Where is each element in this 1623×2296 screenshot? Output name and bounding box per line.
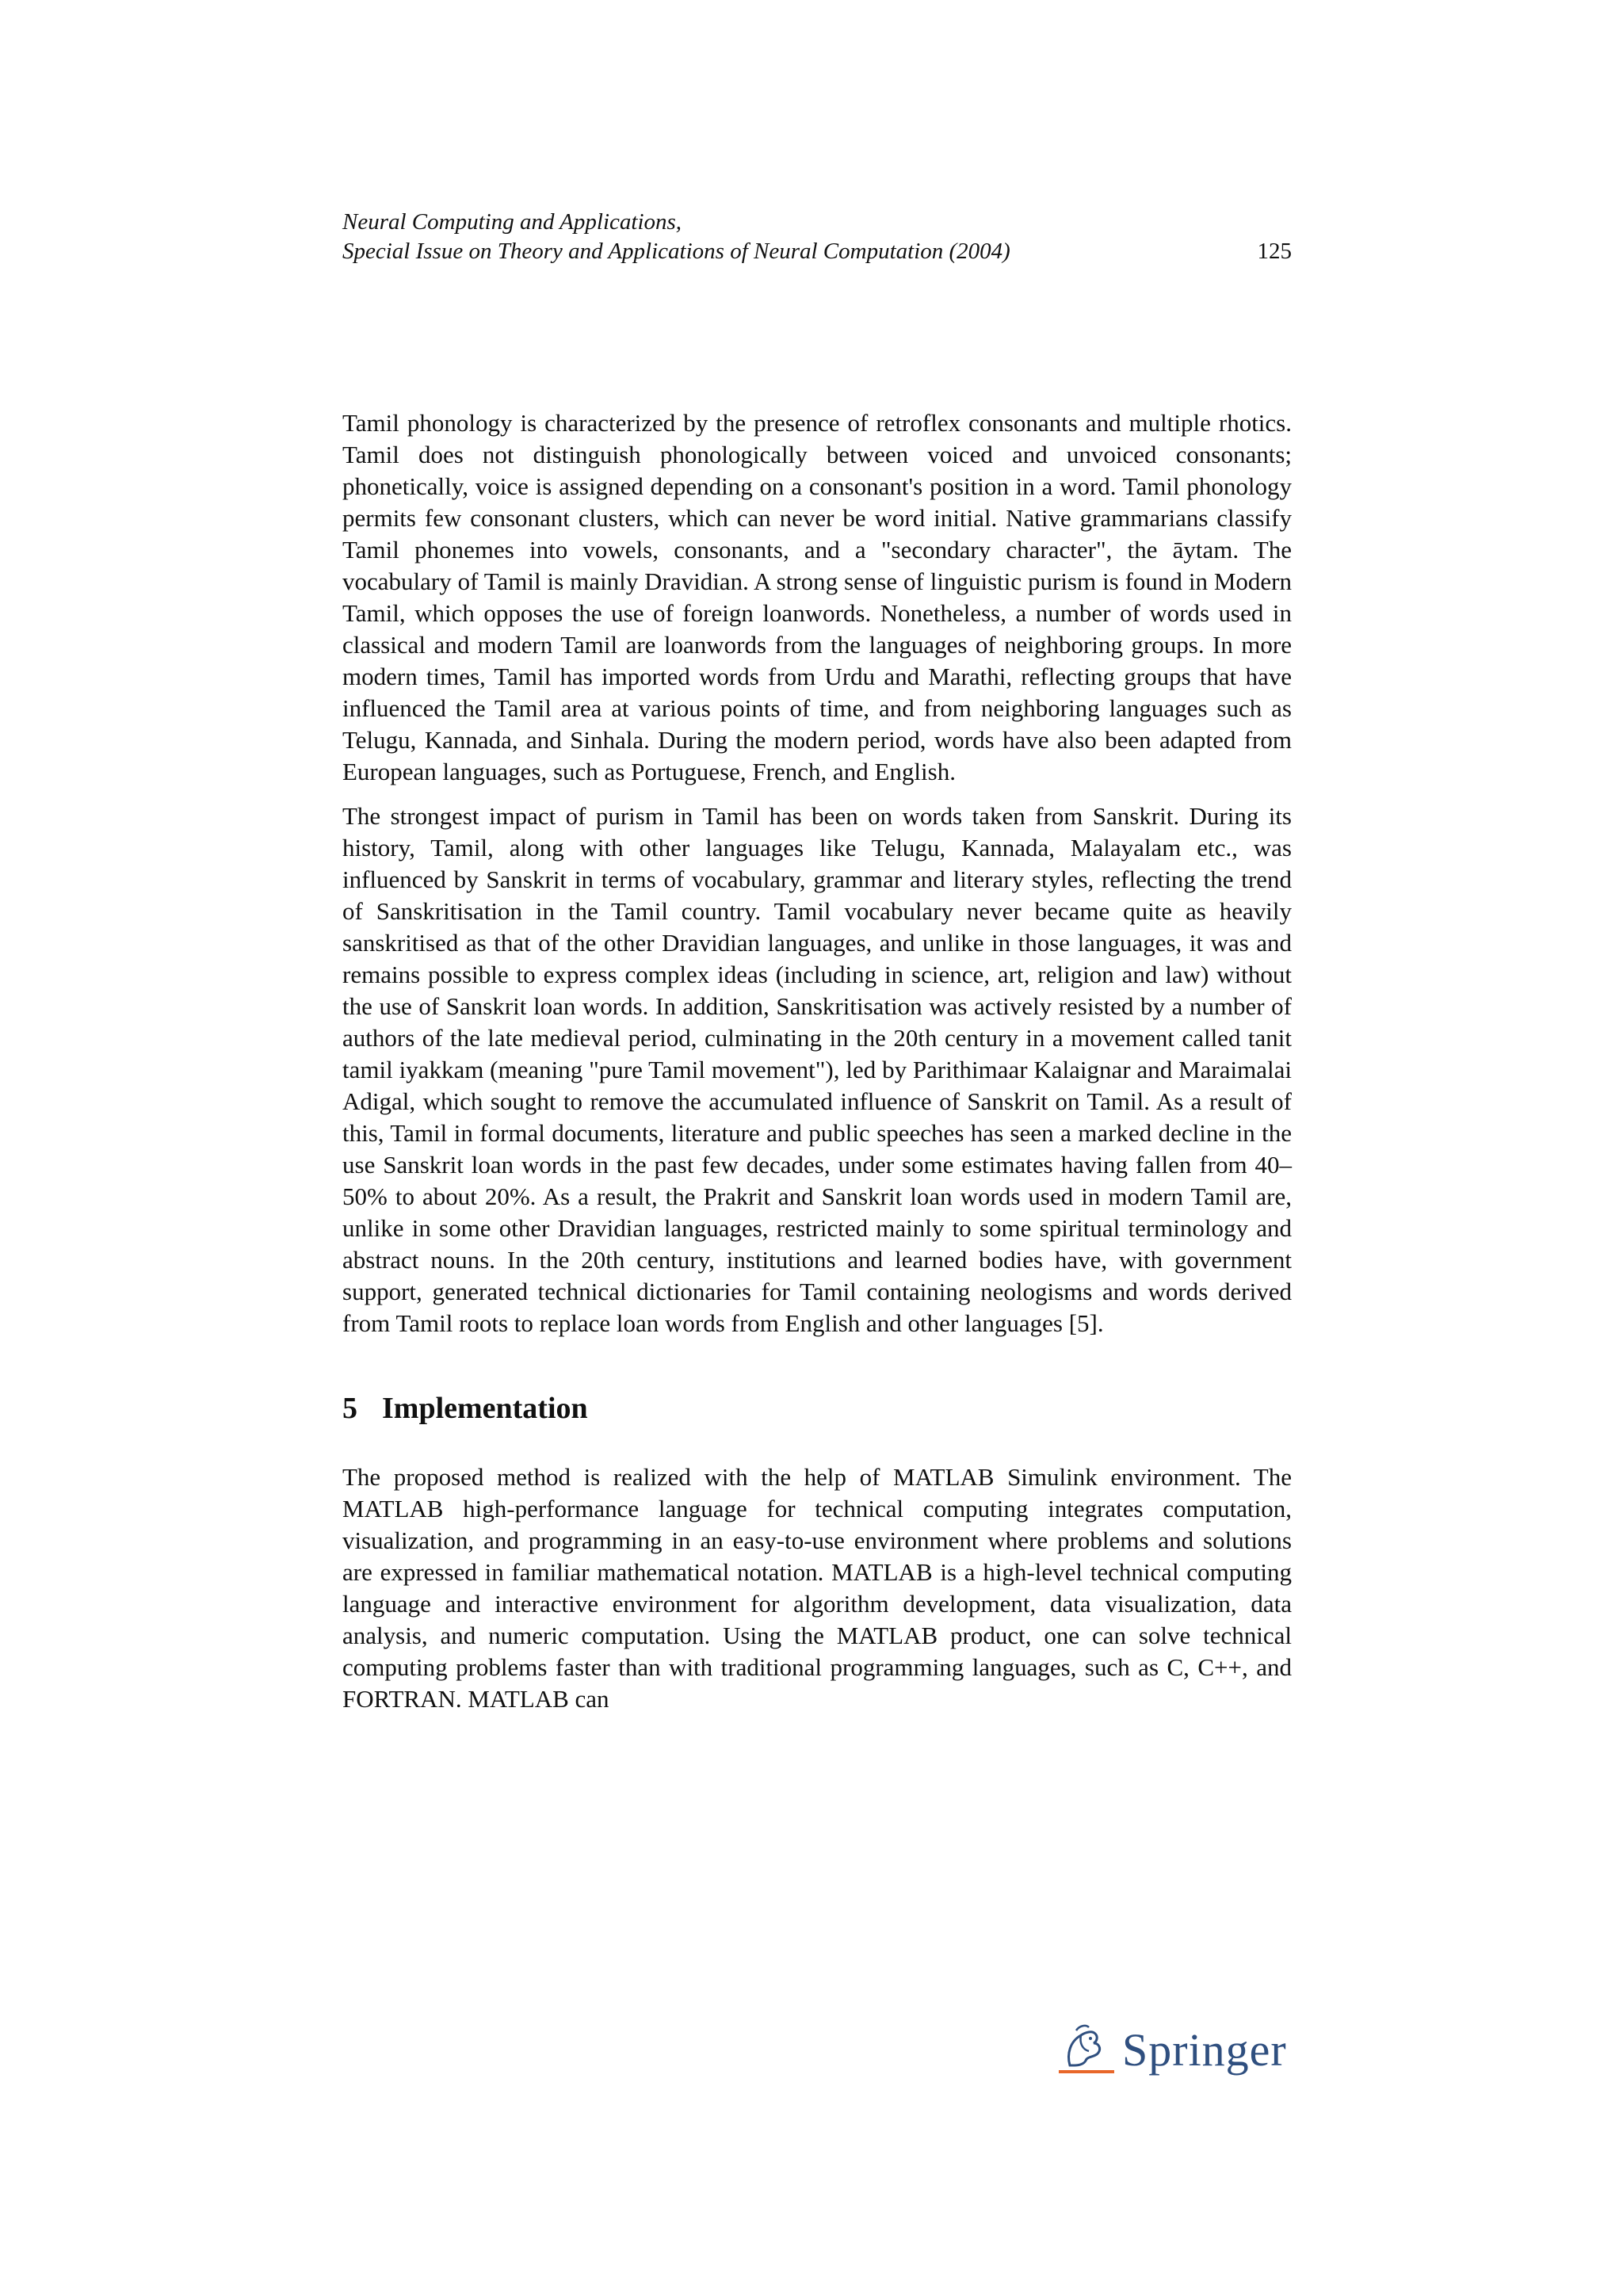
page-number: 125 bbox=[1257, 239, 1292, 264]
paragraph-sanskrit: The strongest impact of purism in Tamil has been on words taken from Sanskrit. During its history, Tamil, along with other languages like Telugu, Kannada, Malayalam etc., was influenced by Sanskrit in terms of vocabulary, grammar and literary styles, reflecting the trend of Sanskritisation in the Tamil country. Tamil vocabulary never became quite as heavily sanskritised as that of the other Dravidian languages, and unlike in those languages, it was and remains possible to express complex ideas (including in science, art, religion and law) without the use of Sanskrit loan words. In addition, Sanskritisation was actively resisted by a number of authors of the late medieval period, culminating in the 20th century in a movement called tanit tamil iyakkam (meaning "pure Tamil movement"), led by Parithimaar Kalaignar and Maraimalai Adigal, which sought to remove the accumulated influence of Sanskrit on Tamil. As a result of this, Tamil in formal documents, literature and public speeches has seen a marked decline in the use Sanskrit loan words in the past few decades, under some estimates having fallen from 40–50% to about 20%. As a result, the Prakrit and Sanskrit loan words used in modern Tamil are, unlike in some other Dravidian languages, restricted mainly to some spiritual terminology and abstract nouns. In the 20th century, institutions and learned bodies have, with government support, generated technical dictionaries for Tamil containing neologisms and words derived from Tamil roots to replace loan words from English and other languages [5]. bbox=[342, 802, 1292, 1337]
body-text bbox=[342, 407, 1292, 1715]
section-heading bbox=[342, 1390, 1292, 1427]
journal-name: Neural Computing and Applications, bbox=[342, 209, 682, 235]
springer-wordmark: Springer bbox=[1122, 2024, 1287, 2076]
publisher-logo bbox=[1052, 2019, 1298, 2083]
section-title: Implementation bbox=[382, 1392, 588, 1425]
section-number: 5 bbox=[342, 1392, 357, 1425]
running-head bbox=[342, 208, 1293, 266]
springer-horse-icon bbox=[1052, 2019, 1116, 2083]
issue-name: Special Issue on Theory and Applications of Neural Computation (2004) bbox=[342, 239, 1010, 264]
paragraph-phonology: Tamil phonology is characterized by the presence of retroflex consonants and multiple rhotics. Tamil does not distinguish phonologically between voiced and unvoiced consonants; phonetically, voice is assigned depending on a consonant's position in a word. Tamil phonology permits few consonant clusters, which can never be word initial. Native grammarians classify Tamil phonemes into vowels, consonants, and a "secondary character", the āytam. The vocabulary of Tamil is mainly Dravidian. A strong sense of linguistic purism is found in Modern Tamil, which opposes the use of foreign loanwords. Nonetheless, a number of words used in classical and modern Tamil are loanwords from the languages of neighboring groups. In more modern times, Tamil has imported words from Urdu and Marathi, reflecting groups that have influenced the Tamil area at various points of time, and from neighboring languages such as Telugu, Kannada, and Sinhala. During the modern period, words have also been adapted from European languages, such as Portuguese, French, and English. bbox=[342, 409, 1292, 785]
paragraph-implementation: The proposed method is realized with the help of MATLAB Simulink environment. The MATLAB high-performance language for technical computing integrates computation, visualization, and programming in an easy-to-use environment where problems and solutions are expressed in familiar mathematical notation. MATLAB is a high-level technical computing language and interactive environment for algorithm development, data visualization, data analysis, and numeric computation. Using the MATLAB product, one can solve technical computing problems faster than with traditional programming languages, such as C, C++, and FORTRAN. MATLAB can bbox=[342, 1463, 1292, 1713]
